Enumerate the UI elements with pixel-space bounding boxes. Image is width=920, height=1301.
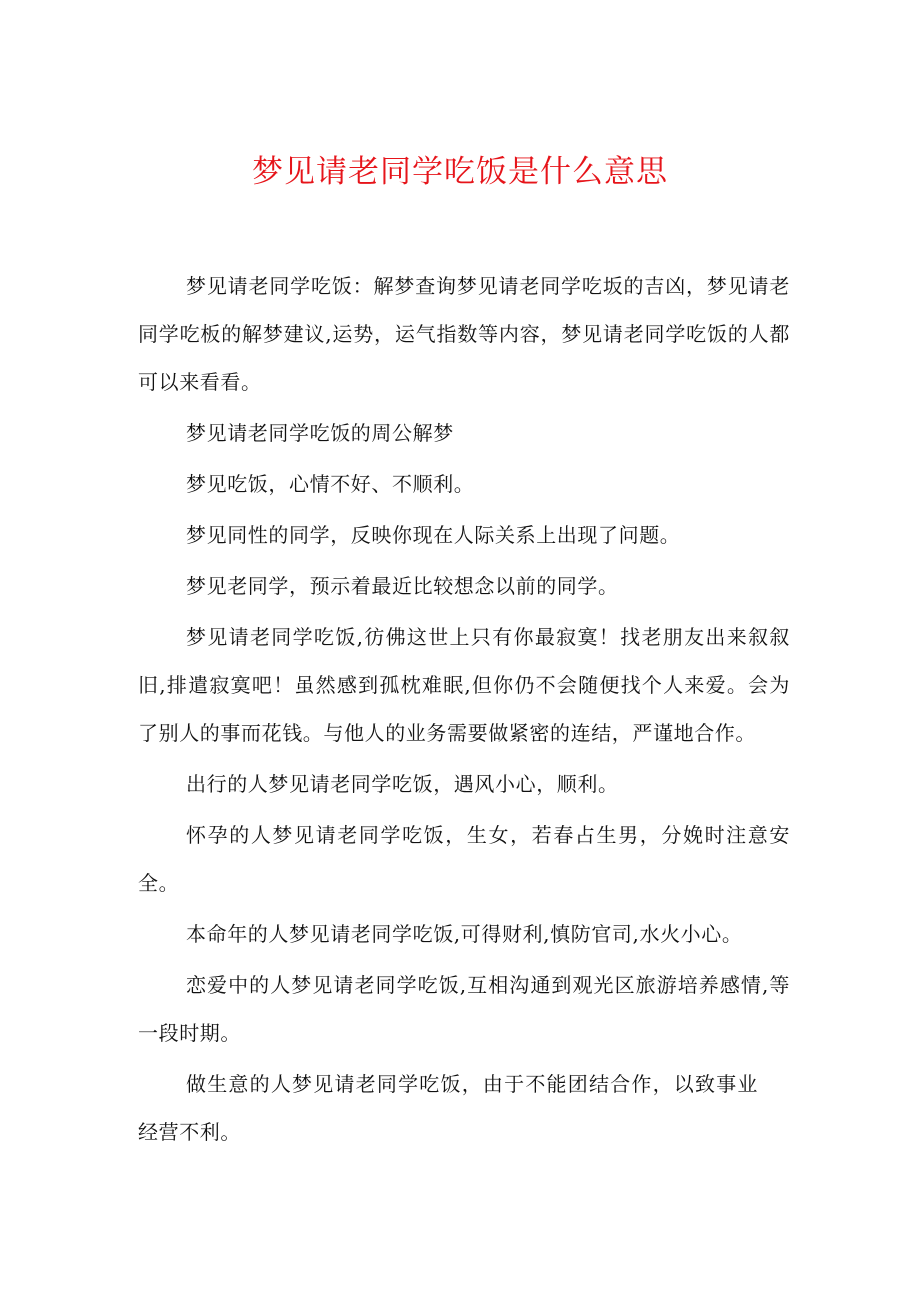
paragraph: 梦见老同学，预示着最近比较想念以前的同学。: [186, 574, 619, 598]
paragraph-section-heading: 梦见请老同学吃饭的周公解梦: [186, 421, 454, 445]
paragraph: 恋爱中的人梦见请老同学吃饭,互相沟通到观光区旅游培养感情,等一段时期。: [138, 973, 790, 1045]
article-body: [138, 262, 790, 1159]
page-title: 梦见请老同学吃饭是什么意思: [252, 154, 668, 190]
paragraph: 怀孕的人梦见请老同学吃饭，生女，若春占生男，分娩时注意安全。: [138, 823, 790, 895]
paragraph: 梦见吃饭，心情不好、不顺利。: [186, 472, 475, 496]
paragraph: 出行的人梦见请老同学吃饭，遇风小心，顺利。: [186, 772, 619, 796]
paragraph: 梦见请老同学吃饭,彷佛这世上只有你最寂寞！找老朋友出来叙叙旧,排遣寂寞吧！虽然感到孤枕难眠,但你仍不会随便找个人来爱。会为了别人的事而花钱。与他人的业务需要做紧密的连结，严谨地合作。: [138, 625, 790, 745]
paragraph-intro: 梦见请老同学吃饭：解梦查询梦见请老同学吃坂的吉凶，梦见请老同学吃板的解梦建议,运势，运气指数等内容，梦见请老同学吃饭的人都可以来看看。: [138, 274, 790, 394]
paragraph: 本命年的人梦见请老同学吃饭,可得财利,慎防官司,水火小心。: [186, 922, 743, 946]
paragraph: 梦见同性的同学，反映你现在人际关系上出现了问题。: [186, 523, 681, 547]
paragraph: 做生意的人梦见请老同学吃饭，由于不能团结合作，以致事业经营不利。: [138, 1072, 758, 1144]
